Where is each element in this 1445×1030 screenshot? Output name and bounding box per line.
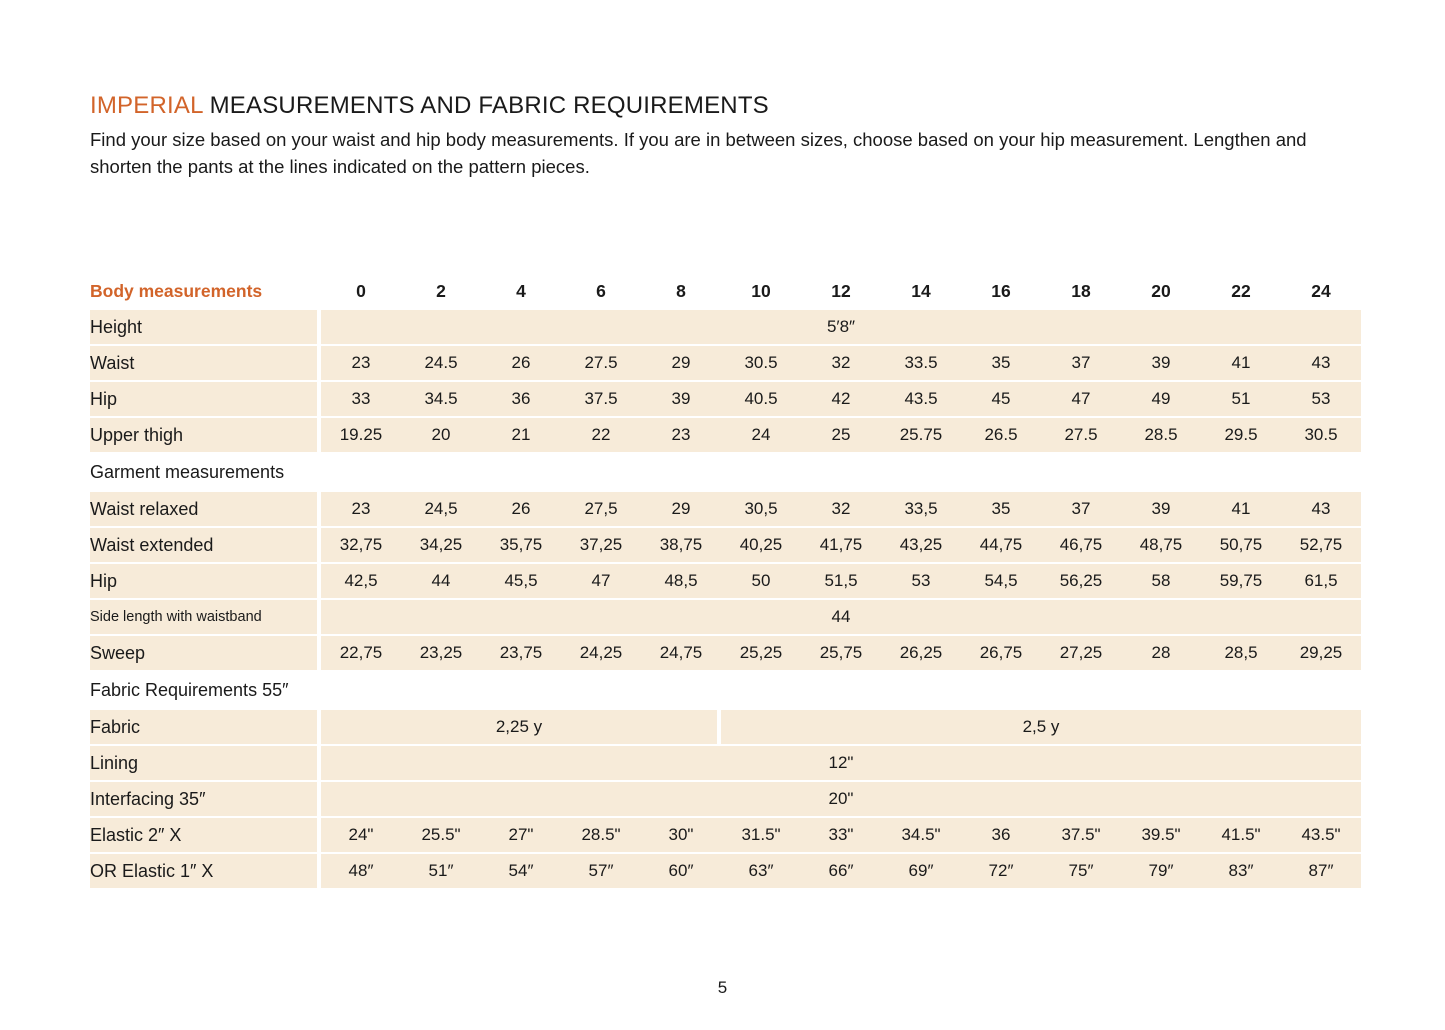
table-cell: 32,75 <box>321 528 401 562</box>
row-label: Side length with waistband <box>90 600 317 634</box>
row-label: Hip <box>90 564 317 598</box>
table-cell: 40,25 <box>721 528 801 562</box>
size-column-header: 20 <box>1151 281 1171 301</box>
table-cell: 47 <box>561 564 641 598</box>
table-cell: 45,5 <box>481 564 561 598</box>
table-cell: 27.5 <box>1041 418 1121 452</box>
table-cell: 34.5 <box>401 382 481 416</box>
table-row <box>90 782 1361 816</box>
table-cell: 28.5" <box>561 818 641 852</box>
table-cell: 60″ <box>641 854 721 888</box>
table-cell: 44 <box>401 564 481 598</box>
table-row <box>90 310 1361 344</box>
table-cell: 87″ <box>1281 854 1361 888</box>
table-cell: 46,75 <box>1041 528 1121 562</box>
table-cell: 24,75 <box>641 636 721 670</box>
table-cell: 36 <box>961 818 1041 852</box>
table-cell: 50,75 <box>1201 528 1281 562</box>
row-label: Hip <box>90 382 317 416</box>
table-cell: 37.5 <box>561 382 641 416</box>
table-cell: 44,75 <box>961 528 1041 562</box>
table-cell: 32 <box>801 492 881 526</box>
table-cell: 23 <box>321 492 401 526</box>
page-number: 5 <box>717 978 728 997</box>
table-row <box>90 346 1361 380</box>
table-cell: 22,75 <box>321 636 401 670</box>
table-cell: 26,75 <box>961 636 1041 670</box>
table-cell: 21 <box>481 418 561 452</box>
table-cell: 49 <box>1121 382 1201 416</box>
table-cell: 45 <box>961 382 1041 416</box>
table-cell: 63″ <box>721 854 801 888</box>
table-cell: 51″ <box>401 854 481 888</box>
table-cell: 41 <box>1201 492 1281 526</box>
table-cell: 33 <box>321 382 401 416</box>
row-span-value: 20" <box>321 782 1361 816</box>
size-column-header: 18 <box>1071 281 1091 301</box>
row-split-value: 2,5 y <box>721 710 1361 744</box>
table-cell: 23,75 <box>481 636 561 670</box>
table-cell: 36 <box>481 382 561 416</box>
table-corner-label: Body measurements <box>90 281 263 301</box>
table-cell: 32 <box>801 346 881 380</box>
intro-paragraph: Find your size based on your waist and hip body measurements. If you are in between sizes, choose based on your hip measurement. Lengthen and shorten the pants at the lines indicated on the pattern pieces. <box>90 129 1307 177</box>
table-cell: 56,25 <box>1041 564 1121 598</box>
table-row <box>90 854 1361 888</box>
table-cell: 25.5" <box>401 818 481 852</box>
table-row <box>90 564 1361 598</box>
table-cell: 22 <box>561 418 641 452</box>
table-cell: 24 <box>721 418 801 452</box>
table-cell: 69″ <box>881 854 961 888</box>
table-row <box>90 600 1361 634</box>
table-cell: 30.5 <box>721 346 801 380</box>
table-cell: 41,75 <box>801 528 881 562</box>
table-cell: 33" <box>801 818 881 852</box>
table-cell: 33.5 <box>881 346 961 380</box>
row-label: Interfacing 35″ <box>90 782 317 816</box>
size-column-header: 16 <box>991 281 1011 301</box>
table-cell: 51,5 <box>801 564 881 598</box>
page-title-rest: MEASUREMENTS AND FABRIC REQUIREMENTS <box>202 92 769 119</box>
table-cell: 34,25 <box>401 528 481 562</box>
table-cell: 30.5 <box>1281 418 1361 452</box>
table-cell: 54,5 <box>961 564 1041 598</box>
table-cell: 72″ <box>961 854 1041 888</box>
size-column-header: 0 <box>356 281 366 301</box>
table-cell: 34.5" <box>881 818 961 852</box>
table-cell: 26,25 <box>881 636 961 670</box>
table-cell: 25.75 <box>881 418 961 452</box>
table-cell: 24,25 <box>561 636 641 670</box>
table-cell: 38,75 <box>641 528 721 562</box>
table-row <box>90 382 1361 416</box>
table-cell: 54″ <box>481 854 561 888</box>
table-cell: 43.5" <box>1281 818 1361 852</box>
row-label: Sweep <box>90 636 317 670</box>
table-cell: 24.5 <box>401 346 481 380</box>
table-cell: 27,5 <box>561 492 641 526</box>
table-cell: 35 <box>961 346 1041 380</box>
table-cell: 47 <box>1041 382 1121 416</box>
table-row <box>90 746 1361 780</box>
size-column-header: 4 <box>516 281 526 301</box>
table-cell: 24" <box>321 818 401 852</box>
row-label: Upper thigh <box>90 418 317 452</box>
row-label: OR Elastic 1″ X <box>90 854 317 888</box>
table-cell: 25,25 <box>721 636 801 670</box>
table-cell: 37.5" <box>1041 818 1121 852</box>
size-column-header: 10 <box>751 281 771 301</box>
table-cell: 48″ <box>321 854 401 888</box>
table-cell: 29.5 <box>1201 418 1281 452</box>
table-cell: 27" <box>481 818 561 852</box>
table-cell: 39 <box>641 382 721 416</box>
table-cell: 57″ <box>561 854 641 888</box>
table-cell: 24,5 <box>401 492 481 526</box>
table-cell: 35 <box>961 492 1041 526</box>
group-label: Fabric Requirements 55″ <box>90 672 1361 708</box>
table-cell: 27,25 <box>1041 636 1121 670</box>
table-cell: 26 <box>481 346 561 380</box>
table-cell: 25 <box>801 418 881 452</box>
table-cell: 48,5 <box>641 564 721 598</box>
table-cell: 29,25 <box>1281 636 1361 670</box>
table-head <box>90 258 1361 308</box>
table-cell: 35,75 <box>481 528 561 562</box>
row-span-value: 44 <box>321 600 1361 634</box>
table-cell: 31.5" <box>721 818 801 852</box>
table-cell: 41.5" <box>1201 818 1281 852</box>
measurements-table <box>90 256 1361 890</box>
table-group-row <box>90 454 1361 490</box>
table-cell: 39 <box>1121 492 1201 526</box>
table-cell: 33,5 <box>881 492 961 526</box>
size-column-header: 12 <box>831 281 851 301</box>
table-group-row <box>90 672 1361 708</box>
table-cell: 23 <box>641 418 721 452</box>
table-row <box>90 418 1361 452</box>
table-cell: 30,5 <box>721 492 801 526</box>
row-split-value: 2,25 y <box>321 710 721 744</box>
table-cell: 43.5 <box>881 382 961 416</box>
table-cell: 25,75 <box>801 636 881 670</box>
table-cell: 58 <box>1121 564 1201 598</box>
size-column-header: 2 <box>436 281 446 301</box>
table-cell: 43 <box>1281 346 1361 380</box>
table-cell: 79″ <box>1121 854 1201 888</box>
table-cell: 23,25 <box>401 636 481 670</box>
table-cell: 19.25 <box>321 418 401 452</box>
row-span-value: 12" <box>321 746 1361 780</box>
table-cell: 39.5" <box>1121 818 1201 852</box>
table-cell: 51 <box>1201 382 1281 416</box>
table-cell: 41 <box>1201 346 1281 380</box>
table-cell: 53 <box>1281 382 1361 416</box>
row-label: Waist <box>90 346 317 380</box>
table-cell: 37 <box>1041 492 1121 526</box>
table-cell: 50 <box>721 564 801 598</box>
row-label: Waist relaxed <box>90 492 317 526</box>
table-cell: 48,75 <box>1121 528 1201 562</box>
table-cell: 40.5 <box>721 382 801 416</box>
table-cell: 29 <box>641 346 721 380</box>
table-cell: 53 <box>881 564 961 598</box>
table-row <box>90 818 1361 852</box>
table-cell: 28.5 <box>1121 418 1201 452</box>
size-column-header: 8 <box>676 281 686 301</box>
table-cell: 28 <box>1121 636 1201 670</box>
table-row <box>90 710 1361 744</box>
table-cell: 29 <box>641 492 721 526</box>
group-label: Garment measurements <box>90 454 1361 490</box>
table-cell: 23 <box>321 346 401 380</box>
table-cell: 39 <box>1121 346 1201 380</box>
size-column-header: 24 <box>1311 281 1331 301</box>
table-cell: 83″ <box>1201 854 1281 888</box>
row-label: Lining <box>90 746 317 780</box>
table-body <box>90 310 1361 888</box>
row-label: Fabric <box>90 710 317 744</box>
table-cell: 66″ <box>801 854 881 888</box>
row-label: Waist extended <box>90 528 317 562</box>
table-cell: 26.5 <box>961 418 1041 452</box>
table-cell: 42,5 <box>321 564 401 598</box>
row-label: Elastic 2″ X <box>90 818 317 852</box>
page-title <box>90 92 769 120</box>
row-span-value: 5′8″ <box>321 310 1361 344</box>
table-cell: 52,75 <box>1281 528 1361 562</box>
table-cell: 26 <box>481 492 561 526</box>
table-cell: 37 <box>1041 346 1121 380</box>
size-column-header: 14 <box>911 281 931 301</box>
table-cell: 30" <box>641 818 721 852</box>
row-label: Height <box>90 310 317 344</box>
table-cell: 42 <box>801 382 881 416</box>
table-row <box>90 528 1361 562</box>
table-row <box>90 636 1361 670</box>
table-cell: 37,25 <box>561 528 641 562</box>
table-cell: 61,5 <box>1281 564 1361 598</box>
table-cell: 20 <box>401 418 481 452</box>
table-header-row <box>90 258 1361 308</box>
table-cell: 59,75 <box>1201 564 1281 598</box>
table-cell: 27.5 <box>561 346 641 380</box>
table-cell: 75″ <box>1041 854 1121 888</box>
size-column-header: 6 <box>596 281 606 301</box>
page-title-accent: IMPERIAL <box>90 92 203 119</box>
table-cell: 43 <box>1281 492 1361 526</box>
table-cell: 43,25 <box>881 528 961 562</box>
size-column-header: 22 <box>1231 281 1251 301</box>
table-row <box>90 492 1361 526</box>
table-cell: 28,5 <box>1201 636 1281 670</box>
